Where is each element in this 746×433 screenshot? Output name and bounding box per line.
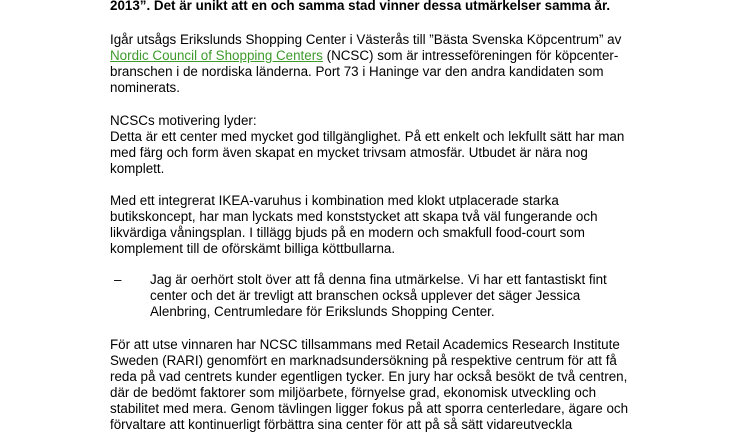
p3-line-1: Med ett integrerat IKEA-varuhus i kombination med klokt utplacerade starka xyxy=(110,193,559,208)
p4-line-3: reda på vad centrets kunder egentligen tycker. En jury har också besökt de två centren, xyxy=(110,369,628,384)
p1-line-2-rest: (NCSC) som är intresseföreningen för köpcenter- xyxy=(322,48,619,63)
ncsc-link[interactable]: Nordic Council of Shopping Centers xyxy=(110,48,323,63)
quote-dash: – xyxy=(114,272,122,287)
p4-line-4: där de bedömt faktorer som miljöarbete, förnyelse grad, ekonomisk utveckling och xyxy=(110,385,597,400)
quote-line-3: Alenbring, Centrumledare för Erikslunds Shopping Center. xyxy=(150,304,495,319)
p2-line-4: komplett. xyxy=(110,161,165,176)
p1-line-3: branschen i de nordiska länderna. Port 73 i Haninge var den andra kandidaten som xyxy=(110,64,604,79)
p2-line-1: NCSCs motivering lyder: xyxy=(110,113,257,128)
p4-line-2: Sweden (RARI) genomfört en marknadsundersökning på respektive centrum för att få xyxy=(110,353,617,368)
quote-line-2: center och det är trevligt att branschen också upplever det säger Jessica xyxy=(150,288,581,303)
p3-line-3: likvärdiga våningsplan. I tillägg bjuds på en modern och smakfull food-court som xyxy=(110,225,585,240)
p2-line-3: med färg och form även skapat en mycket trivsam atmosfär. Utbudet är nära nog xyxy=(110,145,588,160)
p3-line-4: komplement till de oförskämt billiga köttbullarna. xyxy=(110,241,396,256)
p4-line-6: förvaltare att kontinuerligt förbättra sina center för att på så sätt vidareutveckla xyxy=(110,417,573,432)
p4-line-5: stabilitet med mera. Genom tävlingen ligger fokus på att sporra centerledare, ägare och xyxy=(110,401,629,416)
p2-line-2: Detta är ett center med mycket god tillgänglighet. På ett enkelt och lekfullt sätt har man xyxy=(110,129,625,144)
p4-line-1: För att utse vinnaren har NCSC tillsammans med Retail Academics Research Institute xyxy=(110,337,620,352)
p1-line-1: Igår utsågs Erikslunds Shopping Center i Västerås till ”Bästa Svenska Köpcentrum” av xyxy=(110,32,622,47)
p3-line-2: butikskoncept, har man lyckats med konststycket att skapa två väl fungerande och xyxy=(110,209,598,224)
quote-line-1: Jag är oerhört stolt över att få denna fina utmärkelse. Vi har ett fantastiskt fint xyxy=(150,272,607,287)
p1-line-4: nominerats. xyxy=(110,80,180,95)
intro-bold-line: 2013”. Det är unikt att en och samma stad vinner dessa utmärkelser samma år. xyxy=(110,0,611,13)
p1-line-2 xyxy=(110,48,618,64)
